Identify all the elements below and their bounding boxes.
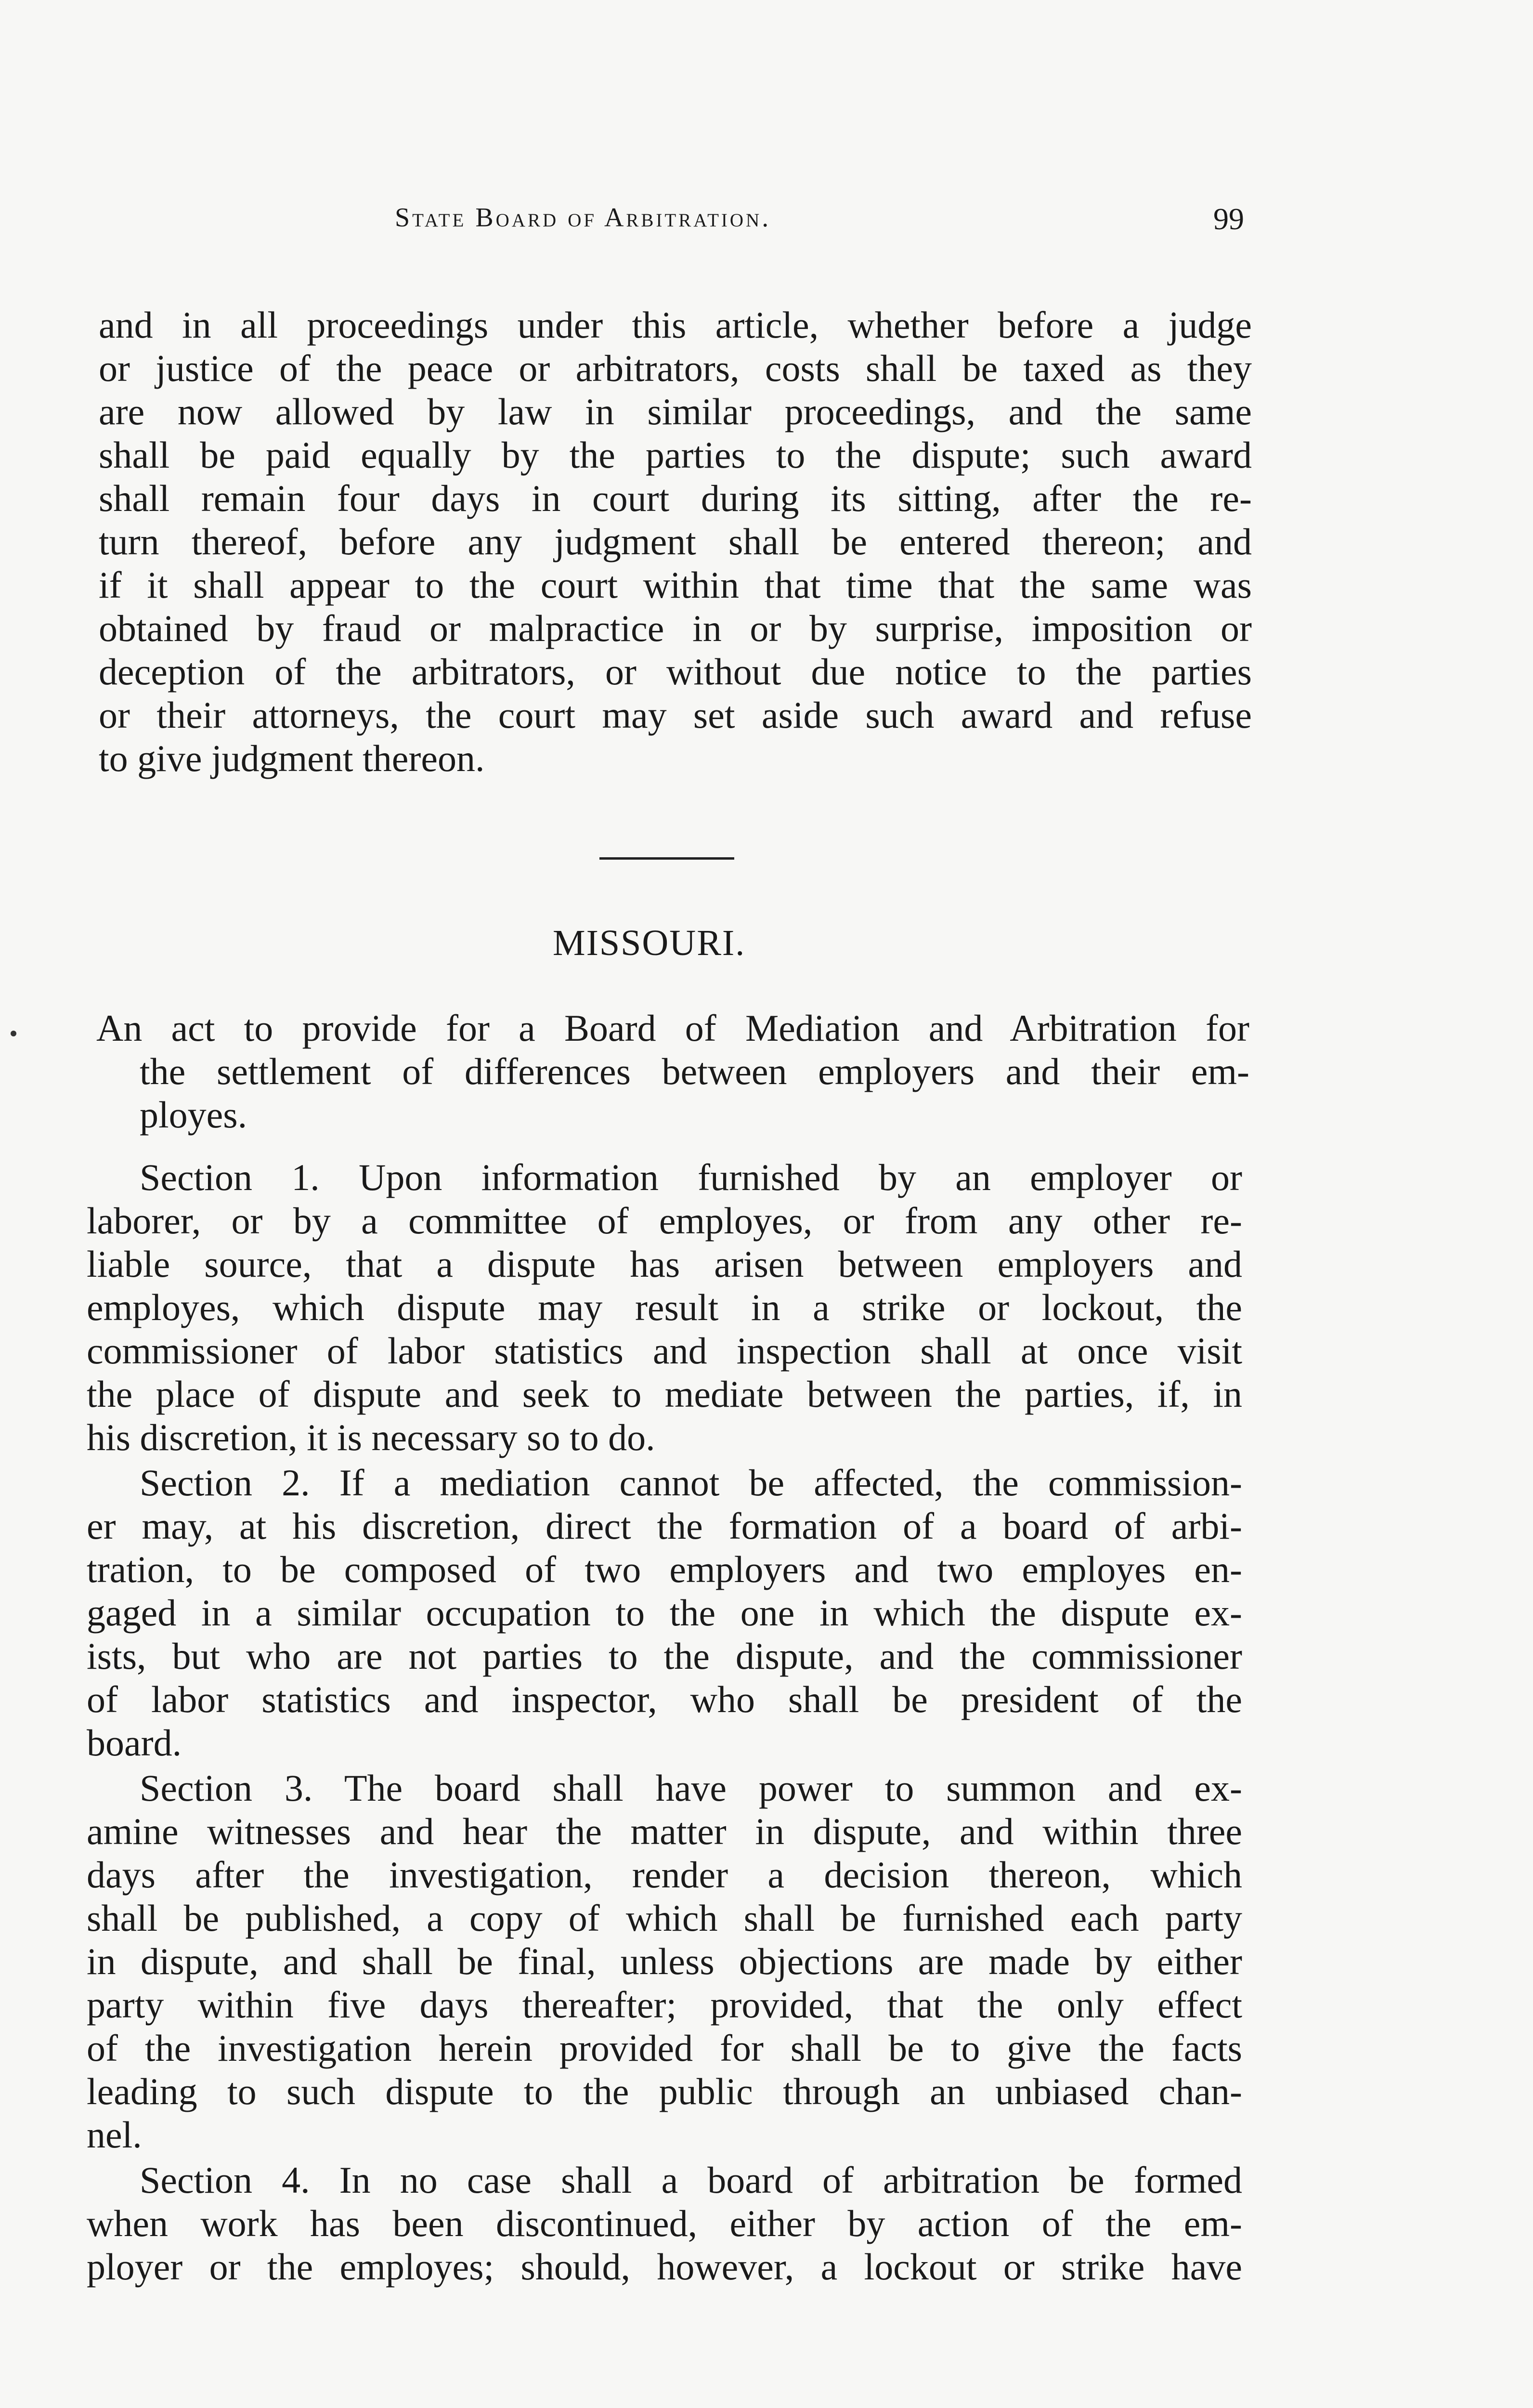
act-title [96, 1007, 1249, 1137]
text-line: Section 3. The board shall have power to summon and ex- [140, 1767, 1242, 1809]
text-line: Section 1. Upon information furnished by an employer or [140, 1156, 1242, 1198]
text-line: er may, at his discretion, direct the formation of a board of arbi- [87, 1505, 1242, 1547]
text-line: nel. [87, 2114, 142, 2156]
text-line: when work has been discontinued, either by action of the em- [87, 2202, 1242, 2244]
section-4 [87, 2159, 1242, 2289]
text-line: gaged in a similar occupation to the one in which the dispute ex- [87, 1592, 1242, 1634]
text-line: and in all proceedings under this article, whether before a judge [99, 304, 1252, 346]
text-line: ployer or the employes; should, however, a lockout or strike have [87, 2246, 1242, 2288]
text-line: tration, to be composed of two employers and two employes en- [87, 1548, 1242, 1590]
section-1 [87, 1156, 1242, 1459]
sections-body [87, 1156, 1242, 2290]
text-line: amine witnesses and hear the matter in dispute, and within three [87, 1810, 1242, 1852]
text-line: shall remain four days in court during its sitting, after the re- [99, 477, 1252, 519]
text-line: turn thereof, before any judgment shall be entered thereon; and [99, 521, 1252, 563]
section-3 [87, 1767, 1242, 2157]
text-line: ployes. [140, 1094, 247, 1136]
text-line: if it shall appear to the court within that time that the same was [99, 564, 1252, 606]
text-line: employes, which dispute may result in a strike or lockout, the [87, 1286, 1242, 1328]
margin-mark [11, 1031, 16, 1036]
text-line: or justice of the peace or arbitrators, costs shall be taxed as they [99, 347, 1252, 389]
text-line: shall be published, a copy of which shall be furnished each party [87, 1897, 1242, 1939]
state-heading: MISSOURI. [553, 923, 746, 963]
text-line: days after the investigation, render a decision thereon, which [87, 1854, 1242, 1896]
text-line: of labor statistics and inspector, who shall be president of the [87, 1678, 1242, 1720]
page-number: 99 [1213, 202, 1244, 236]
section-2 [87, 1461, 1242, 1765]
text-line: Section 4. In no case shall a board of arbitration be formed [140, 2159, 1242, 2201]
intro-paragraph [99, 303, 1252, 780]
text-line: board. [87, 1722, 182, 1764]
text-line: obtained by fraud or malpractice in or by surprise, imposition or [99, 607, 1252, 649]
text-line: the place of dispute and seek to mediate between the parties, if, in [87, 1373, 1242, 1415]
text-line: An act to provide for a Board of Mediation and Arbitration for [96, 1007, 1249, 1049]
section-divider [599, 857, 734, 860]
text-line: party within five days thereafter; provided, that the only effect [87, 1984, 1242, 2026]
text-line: his discretion, it is necessary so to do. [87, 1416, 655, 1458]
text-line: Section 2. If a mediation cannot be affected, the commission- [140, 1462, 1242, 1504]
text-line: commissioner of labor statistics and inspection shall at once visit [87, 1330, 1242, 1372]
text-line: in dispute, and shall be final, unless objections are made by either [87, 1940, 1242, 1982]
text-line: to give judgment thereon. [99, 737, 485, 779]
text-line: or their attorneys, the court may set aside such award and refuse [99, 694, 1252, 736]
text-line: shall be paid equally by the parties to the dispute; such award [99, 434, 1252, 476]
text-line: the settlement of differences between employers and their em- [140, 1050, 1249, 1092]
text-line: liable source, that a dispute has arisen between employers and [87, 1243, 1242, 1285]
text-line: are now allowed by law in similar proceedings, and the same [99, 391, 1252, 432]
running-head: State Board of Arbitration. [395, 203, 771, 233]
text-line: ists, but who are not parties to the dispute, and the commissioner [87, 1635, 1242, 1677]
text-line: of the investigation herein provided for shall be to give the facts [87, 2027, 1242, 2069]
text-line: deception of the arbitrators, or without due notice to the parties [99, 651, 1252, 693]
text-line: leading to such dispute to the public through an unbiased chan- [87, 2070, 1242, 2112]
text-line: laborer, or by a committee of employes, or from any other re- [87, 1200, 1242, 1242]
